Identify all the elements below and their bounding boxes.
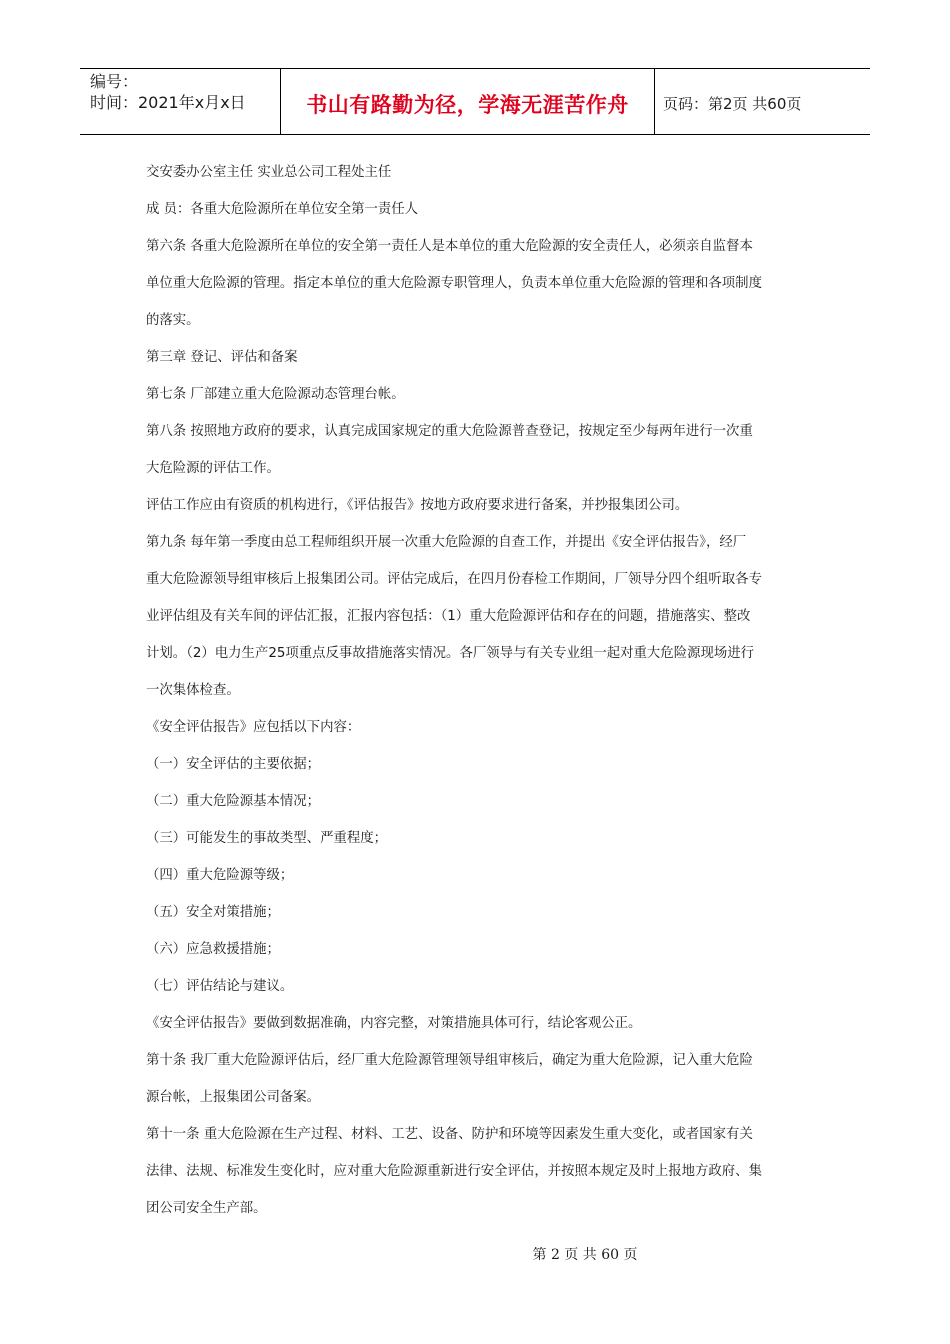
body-line: 《安全评估报告》应包括以下内容： [146, 720, 361, 735]
list-item: （二）重大危险源基本情况； [146, 794, 321, 809]
body-line: 第七条 厂部建立重大危险源动态管理台帐。 [146, 387, 405, 402]
body-line: 业评估组及有关车间的评估汇报，汇报内容包括：（1）重大危险源评估和存在的问题，措施落实、整改 [146, 609, 751, 624]
document-body [146, 154, 816, 1227]
chapter-heading: 第三章 登记、评估和备案 [146, 350, 298, 365]
body-line: 大危险源的评估工作。 [146, 461, 280, 476]
body-line: 计划。（2）电力生产25项重点反事故措施落实情况。各厂领导与有关专业组一起对重大危险源现场进行 [146, 646, 755, 661]
body-line: 交安委办公室主任 实业总公司工程处主任 [146, 165, 392, 180]
body-line: 源台帐，上报集团公司备案。 [146, 1090, 321, 1105]
body-line: 评估工作应由有资质的机构进行，《评估报告》按地方政府要求进行备案，并抄报集团公司。 [146, 498, 689, 513]
body-line: 重大危险源领导组审核后上报集团公司。评估完成后，在四月份春检工作期间，厂领导分四个组听取各专 [146, 572, 762, 587]
body-line: 单位重大危险源的管理。指定本单位的重大危险源专职管理人，负责本单位重大危险源的管理和各项制度 [146, 276, 762, 291]
body-line: 成 员：各重大危险源所在单位安全第一责任人 [146, 202, 419, 217]
list-item: （三）可能发生的事故类型、严重程度； [146, 831, 388, 846]
list-item: （七）评估结论与建议。 [146, 979, 294, 994]
body-line: 《安全评估报告》要做到数据准确，内容完整，对策措施具体可行，结论客观公正。 [146, 1016, 642, 1031]
list-item: （一）安全评估的主要依据； [146, 757, 321, 772]
body-line: 的落实。 [146, 313, 200, 328]
list-item: （四）重大危险源等级； [146, 868, 294, 883]
document-number-label: 编号： [90, 72, 139, 91]
body-line: 一次集体检查。 [146, 683, 240, 698]
page-footer: 第 2 页 共 60 页 [532, 1247, 638, 1263]
body-line: 第十一条 重大危险源在生产过程、材料、工艺、设备、防护和环境等因素发生重大变化，或者国家有关 [146, 1127, 753, 1142]
document-time-label: 时间：2021年x月x日 [90, 93, 246, 112]
body-line: 法律、法规、标准发生变化时，应对重大危险源重新进行安全评估，并按照本规定及时上报地方政府、集 [146, 1164, 762, 1179]
header-page-info: 页码：第2页 共60页 [663, 95, 802, 113]
header-motto: 书山有路勤为径，学海无涯苦作舟 [281, 69, 655, 134]
body-line: 第六条 各重大危险源所在单位的安全第一责任人是本单位的重大危险源的安全责任人，必须亲自监督本 [146, 239, 753, 254]
body-line: 第八条 按照地方政府的要求，认真完成国家规定的重大危险源普查登记，按规定至少每两年进行一次重 [146, 424, 753, 439]
header-meta [80, 69, 281, 134]
body-line: 第十条 我厂重大危险源评估后，经厂重大危险源管理领导组审核后，确定为重大危险源，记入重大危险 [146, 1053, 753, 1068]
list-item: （六）应急救援措施； [146, 942, 280, 957]
body-line: 团公司安全生产部。 [146, 1201, 267, 1216]
page-header [80, 68, 870, 135]
list-item: （五）安全对策措施； [146, 905, 280, 920]
body-line: 第九条 每年第一季度由总工程师组织开展一次重大危险源的自查工作，并提出《安全评估报告》，经厂 [146, 535, 747, 550]
